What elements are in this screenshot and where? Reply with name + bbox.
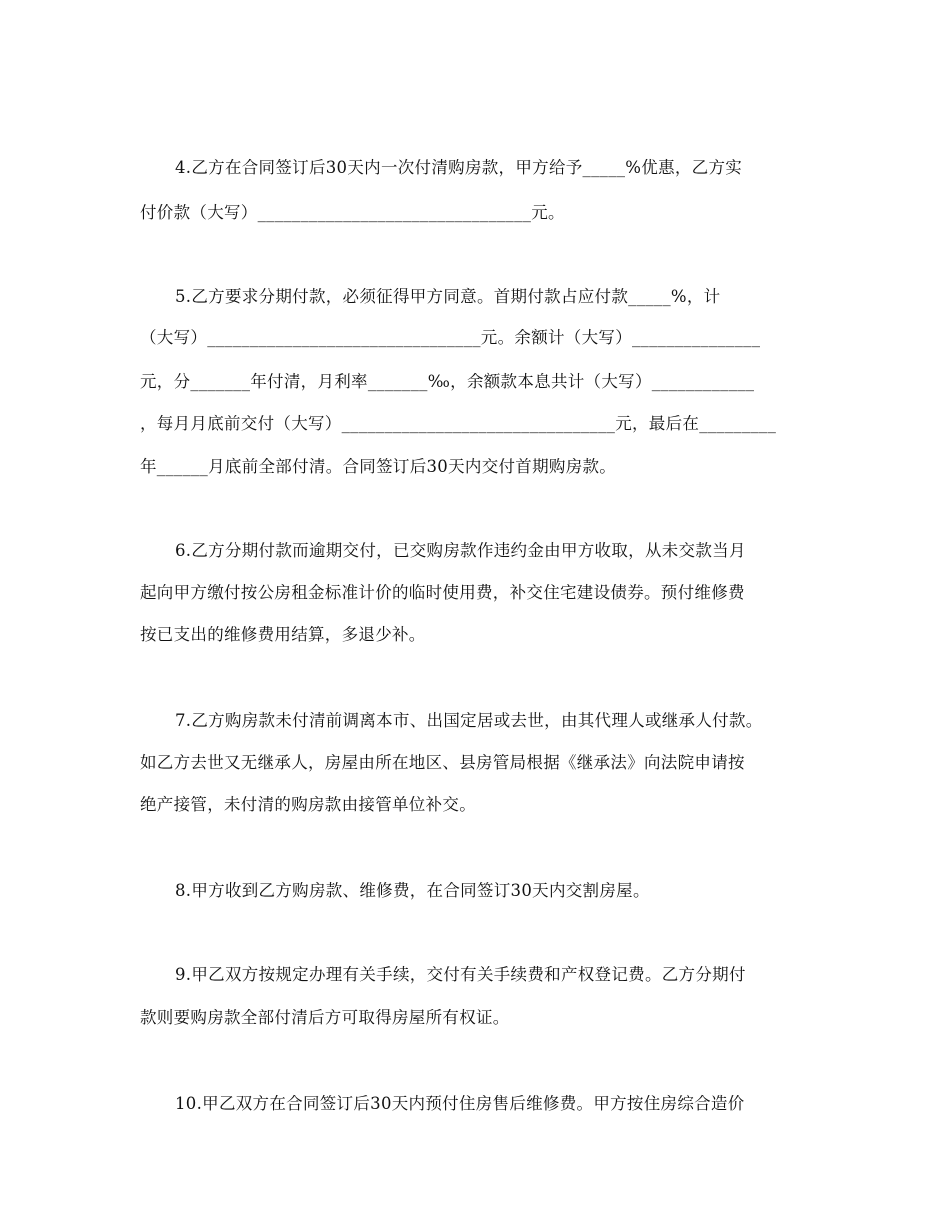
clause-5-line-5: 年______月底前全部付清。合同签订后30天内交付首期购房款。 [140, 457, 617, 476]
clause-8-line-1: 8.甲方收到乙方购房款、维修费，在合同签订30天内交割房屋。 [175, 881, 650, 900]
clause-5-line-3: 元，分_______年付清，月利率_______‰，余额款本息共计（大写）____________ [140, 372, 755, 391]
clause-4-line-2: 付价款（大写）________________________________元。 [140, 203, 565, 222]
clause-5-line-1: 5.乙方要求分期付款，必须征得甲方同意。首期付款占应付款_____%，计 [175, 287, 721, 306]
clause-6-line-2: 起向甲方缴付按公房租金标准计价的临时使用费，补交住宅建设债券。预付维修费 [140, 583, 745, 602]
clause-4-line-1: 4.乙方在合同签订后30天内一次付清购房款，甲方给予_____%优惠，乙方实 [175, 158, 743, 177]
clause-5-line-4: ，每月月底前交付（大写）________________________________元，最后在_________ [140, 414, 777, 433]
clause-9-line-1: 9.甲乙双方按规定办理有关手续，交付有关手续费和产权登记费。乙方分期付 [175, 965, 746, 984]
clause-7-line-3: 绝产接管，未付清的购房款由接管单位补交。 [140, 795, 476, 814]
clause-9-line-2: 款则要购房款全部付清后方可取得房屋所有权证。 [140, 1008, 510, 1027]
clause-10-line-1: 10.甲乙双方在合同签订后30天内预付住房售后维修费。甲方按住房综合造价 [175, 1094, 745, 1113]
clause-7-line-1: 7.乙方购房款未付清前调离本市、出国定居或去世，由其代理人或继承人付款。 [175, 711, 763, 730]
clause-6-line-1: 6.乙方分期付款而逾期交付，已交购房款作违约金由甲方收取，从未交款当月 [175, 541, 746, 560]
clause-6-line-3: 按已支出的维修费用结算，多退少补。 [140, 625, 426, 644]
clause-7-line-2: 如乙方去世又无继承人，房屋由所在地区、县房管局根据《继承法》向法院申请按 [140, 753, 745, 772]
clause-5-line-2: （大写）________________________________元。余额计（大写）_______________ [140, 328, 761, 347]
